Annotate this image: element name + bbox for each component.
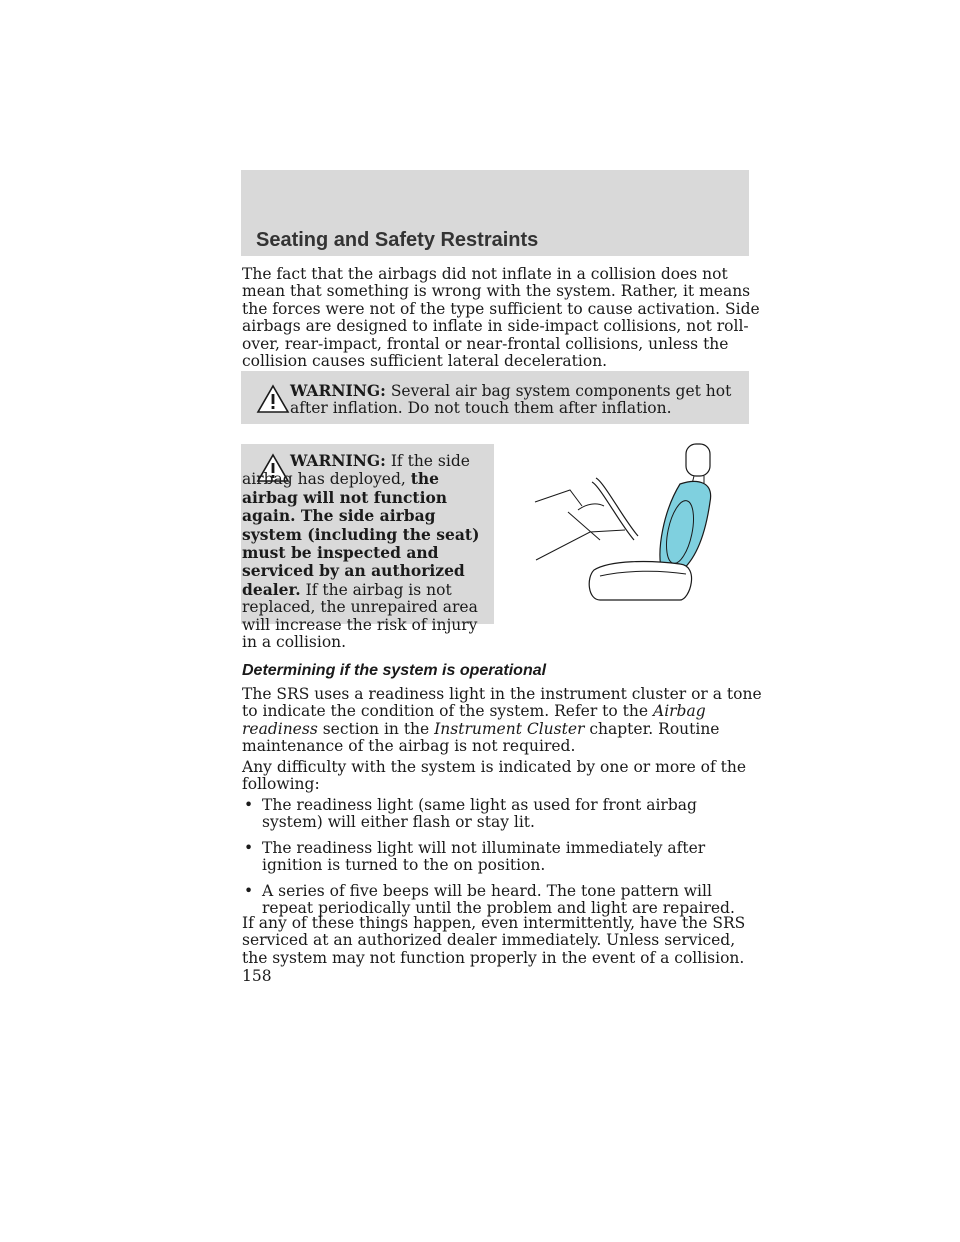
page-number: 158 [242,967,272,985]
service-paragraph: If any of these things happen, even intermittently, have the SRS serviced at an authorized dealer immediately. Unless serviced, the system may not function properly in the event of a collision. [242,914,746,967]
cross-reference: Instrument Cluster [434,719,585,738]
warning-label: WARNING: [290,381,386,400]
text-run: chapter. Routine maintenance of the airbag is not required. [242,719,720,756]
bullet-icon: • [244,881,254,900]
warning-text-hot-components [290,382,740,418]
readiness-paragraph [242,686,762,756]
warning-text-side-airbag [242,452,490,651]
list-item-text: The readiness light (same light as used for front airbag system) will either flash or stay lit. [262,796,697,832]
warning-label: WARNING: [290,451,386,470]
list-item-text: The readiness light will not illuminate immediately after ignition is turned to the on position. [262,838,706,875]
bullet-icon: • [244,796,254,814]
bullet-icon: • [244,838,254,857]
warning-body: If the airbag is not replaced, the unrepaired area will increase the risk of injury in a collision. [242,580,478,652]
warning-emphasis: the airbag will not function again. The side airbag system (including the seat) must be inspected and serviced by an authorized dealer. [242,469,480,599]
section-title: Seating and Safety Restraints [256,229,539,251]
text-run: The SRS uses a readiness light in the instrument cluster or a tone to indicate the condition of the system. Refer to the [242,685,762,721]
list-item-text: A series of five beeps will be heard. The tone pattern will repeat periodically until the problem and light are repaired. [262,881,735,918]
cross-reference: Airbag readiness [242,702,706,738]
text-run: section in the [322,719,430,738]
list-item [242,883,762,918]
side-airbag-seat-icon [530,440,720,610]
difficulty-paragraph: Any difficulty with the system is indicated by one or more of the following: [242,758,747,794]
warning-triangle-icon [256,384,290,414]
intro-paragraph: The fact that the airbags did not inflate in a collision does not mean that something is wrong with the system. Rather, it means the forces were not of the type sufficient to cause activation. Side airbags are designed to inflate in side-impact collisions, not roll-over, rear-impact, frontal or near-frontal collisions, unless the collision causes sufficient lateral deceleration. [242,265,760,371]
symptom-list [242,797,762,925]
list-item [242,840,762,875]
warning-body: If the side airbag has deployed, [242,452,470,489]
list-item [242,797,762,832]
warning-body: Several air bag system components get hot after inflation. Do not touch them after inflation. [290,382,732,418]
subheading: Determining if the system is operational [242,662,547,679]
